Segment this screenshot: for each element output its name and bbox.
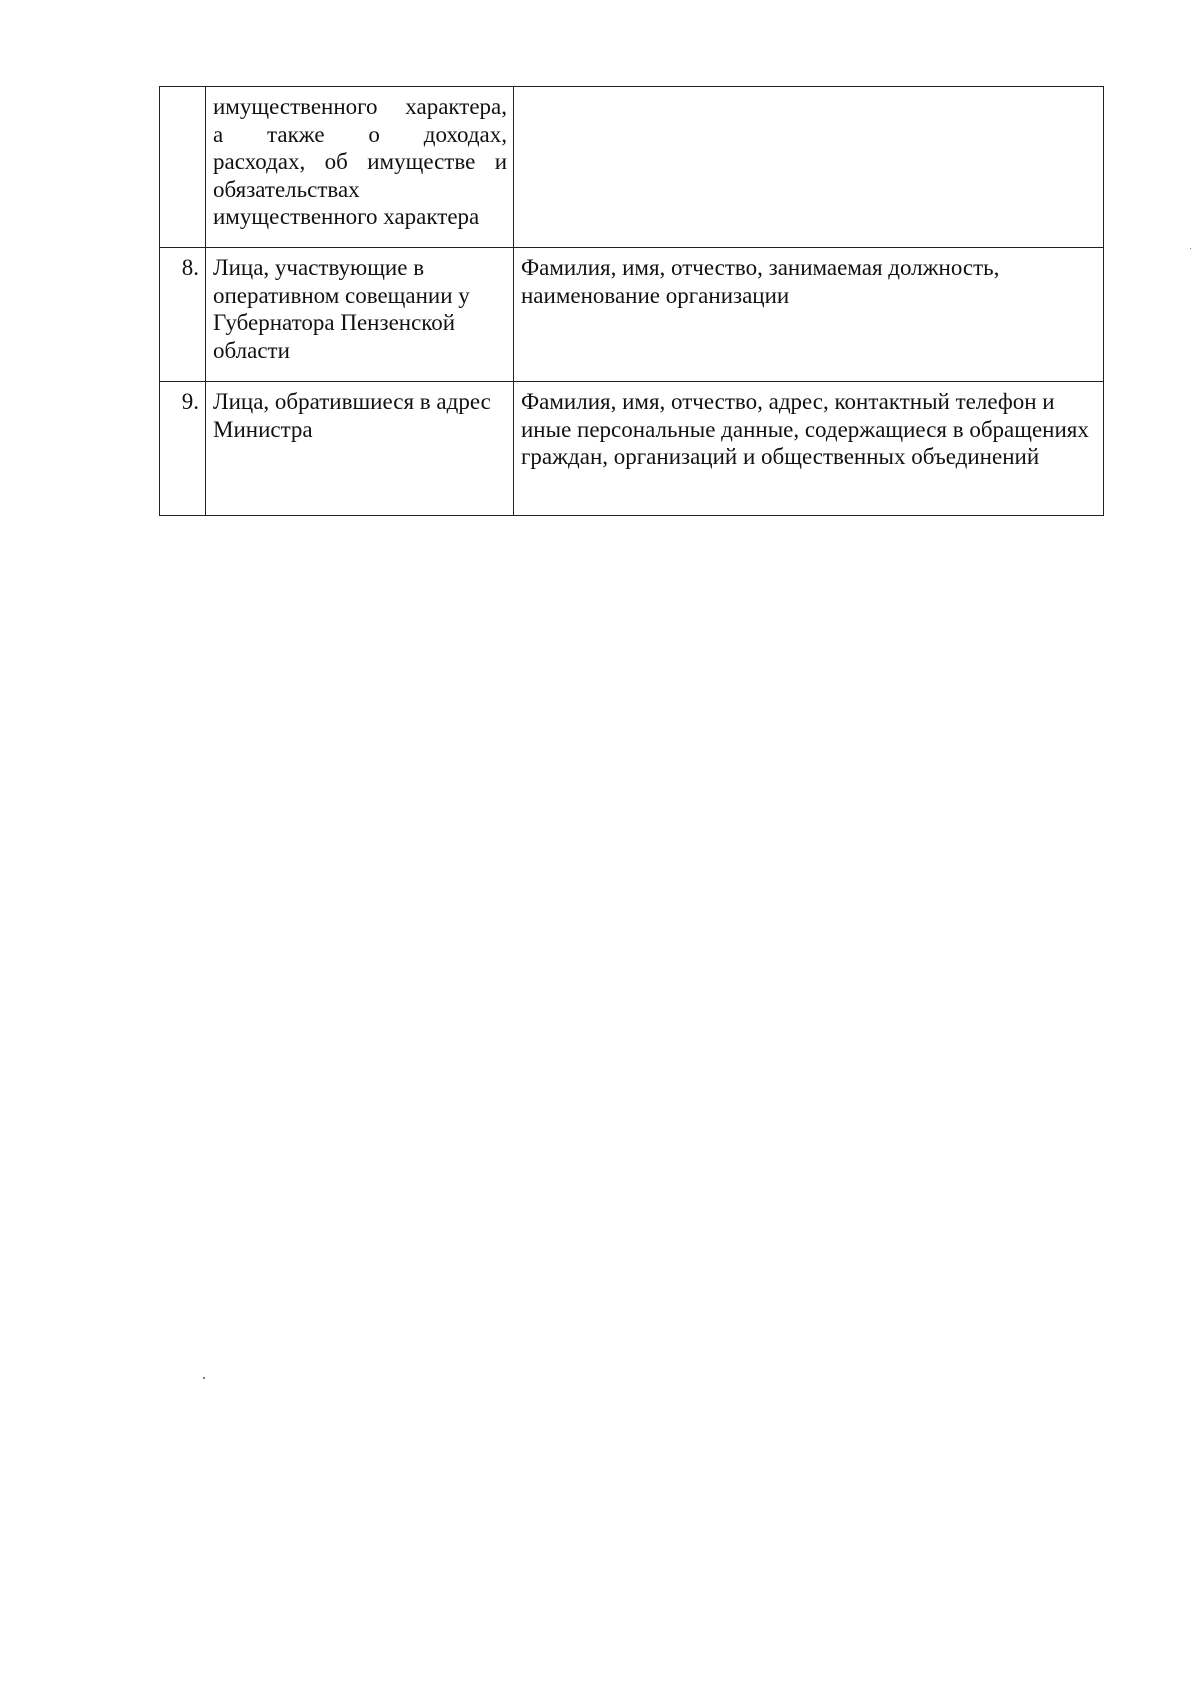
scan-speck [1190, 248, 1191, 249]
category-line: обязательствах [213, 176, 360, 202]
personal-data-table [159, 86, 1104, 516]
personal-data-list [514, 87, 1104, 248]
table-row [160, 382, 1104, 516]
category-line: расходах, об имуществе и [213, 149, 507, 174]
row-number: 8. [160, 248, 206, 382]
personal-data-list: Фамилия, имя, отчество, занимаемая должность, наименование организации [514, 248, 1104, 382]
subject-category: Лица, обратившиеся в адрес Министра [206, 382, 514, 516]
category-line: имущественного характера, [213, 94, 507, 119]
table-row [160, 87, 1104, 248]
subject-category [206, 87, 514, 248]
row-number [160, 87, 206, 248]
category-line: а также о доходах, [213, 121, 507, 147]
category-line: имущественного характера [213, 204, 480, 229]
personal-data-list: Фамилия, имя, отчество, адрес, контактный телефон и иные персональные данные, содержащиеся в обращениях граждан, организаций и общественных объединений [514, 382, 1104, 516]
scan-speck [203, 1377, 205, 1379]
table-row [160, 248, 1104, 382]
subject-category: Лица, участвующие в оперативном совещании у Губернатора Пензенской области [206, 248, 514, 382]
row-number: 9. [160, 382, 206, 516]
